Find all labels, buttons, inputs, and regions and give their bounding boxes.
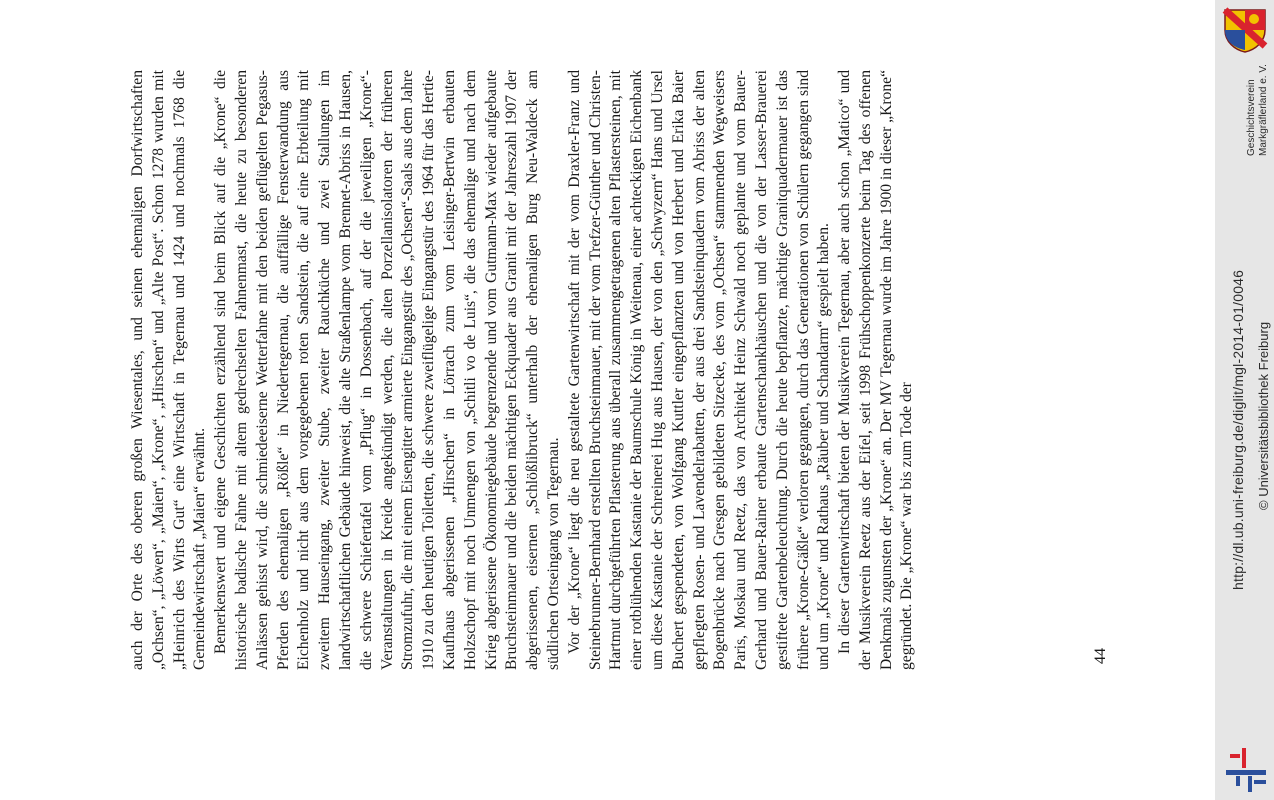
paragraph: In dieser Gartenwirtschaft bieten der Musikverein Tegernau, aber auch schon „Matico“ und der Musikverein Reetz aus der Eifel, seit 1998 Frühschoppenkonzerte beim Tag des offenen Denkmals zugunsten der „Krone“ an. Der MV Tegernau wurde im Jahre 1900 in dieser „Krone“ gegründet. Die „Krone“ war bis zum Tode der bbox=[836, 70, 916, 670]
page-number: 44 bbox=[1092, 648, 1109, 664]
body-text bbox=[128, 70, 918, 670]
coat-of-arms-icon bbox=[1221, 6, 1269, 54]
paragraph: auch der Orte des oberen großen Wiesentales, und seinen ehemaligen Dorfwirtschaften „Ochsen“, „Löwen“, „Maien“, „Krone“, „Hirschen“ und „Alte Post“. Schon 1278 wurden mit „Heinrich des Wirts Gut“ eine Wirtschaft in Tegernau und 1424 und nochmals 1768 die Gemeindewirtschaft „Maien“ erwähnt. bbox=[129, 70, 209, 670]
ub-freiburg-logo-icon bbox=[1224, 746, 1268, 794]
document-url-link[interactable]: http://dl.ub.uni-freiburg.de/diglit/mgl-2014-01/0046 bbox=[1230, 269, 1246, 590]
paragraph: Vor der „Krone“ liegt die neu gestaltete Gartenwirtschaft mit der vom Draxler-Franz und Steinebrunner-Bernhard erstellten Bruchsteinmauer, mit der vom Trefzer-Günther und Christen-Hartmut durchgeführten Pflasterung aus überall zusammengetragenen alten Pflastersteinen, mit einer rotblühenden Kastanie der Baumschule König in Weitenau, einer achteckigen Eichenbank um diese Kastanie der Schreinerei Hug aus Hausen, der von den „Schwyzern“ Hans und Ursel Buchert gespendeten, von Wolfgang Kuttler eingepflanzten und von Herbert und Erika Baier gepflegten Rosen- und Lavendelrabatten, der aus drei Sandsteinquadern vom Abriss der alten Bogenbrücke nach Gresgen gebildeten Sitzecke, des vom „Ochsen“ stammenden Wegweisers Paris, Moskau und Reetz, das von Architekt Heinz Schwald noch geplante und vom Bauer-Gerhard und Bauer-Rainer erbaute Gartenschankhäuschen und die von der Lasser-Brauerei gestiftete Gartenbeleuchtung. Durch die heute bepflanzte, mächtige Granitquadermauer ist das frühere „Krone-Gäßle“ verloren gegangen, durch das Generationen von Schülern gegangen sind und um „Krone“ und Rathaus „Räuber und Schandarm“ gespielt haben. bbox=[565, 70, 833, 670]
copyright-notice: © Universitätsbibliothek Freiburg bbox=[1256, 321, 1271, 510]
society-name-line1: Geschichtsverein bbox=[1246, 79, 1257, 156]
paragraph: Bemerkenswert und eigene Geschichten erzählend sind beim Blick auf die „Krone“ die historische badische Fahne mit altem gedrechselten Fahnenmast, die heute zu besonderen Anlässen gehisst wird, die schmiedeeiserne Wetterfahne mit den beiden geflügelten Pegasus-Pferden des ehemaligen „Rößle“ in Niedertegernau, die auffällige Fensterwandung aus Eichenholz und nicht aus dem vorgegebenen roten Sandstein, die auf eine Erbteilung mit zweitem Hauseingang, zweiter Stube, zweiter Rauchküche und zwei Stallungen im landwirtschaftlichen Gebäude hinweist, die alte Straßenlampe vom Brennet-Abriss in Hausen, die schwere Schiefertafel vom „Pflug“ in Dossenbach, auf der die jeweiligen „Krone“-Veranstaltungen in Kreide angekündigt werden, die alten Porzellanisolatoren der früheren Stromzufuhr, die mit einem Eisengitter armierte Eingangstür des „Ochsen“-Saals aus dem Jahre 1910 zu den heutigen Toiletten, die schwere zweiflügelige Eingangstür des 1964 für das Hertie-Kaufhaus abgerissenen „Hirschen“ in Lörrach zum vom Leisinger-Bertwin erbauten Holzschopf mit noch Unmengen von „Schitli vo de Luis“, die das ehemalige und nach dem Krieg abgerissene Ökonomiegebäude begrenzende und vom Gutmann-Max wieder aufgebaute Bruchsteinmauer und die beiden mächtigen Eckquader aus Granit mit der Jahreszahl 1907 der abgerissenen, eisernen „Schlößlibruck“ unterhalb der ehemaligen Burg Neu-Waldeck am südlichen Ortseingang von Tegernau. bbox=[212, 70, 562, 670]
society-name-line2: Markgräflerland e. V. bbox=[1258, 64, 1269, 156]
